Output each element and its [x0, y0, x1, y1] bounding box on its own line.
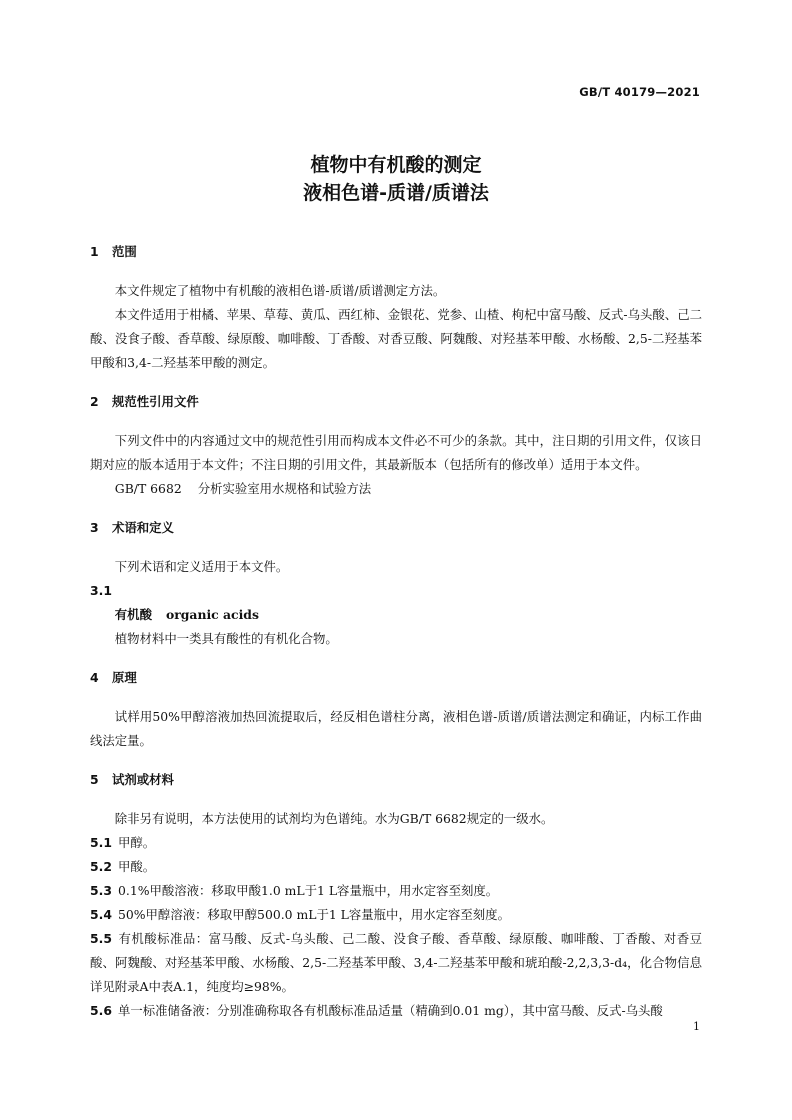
- section-heading-terms: [90, 516, 702, 540]
- term-number: 3.1: [90, 583, 112, 598]
- list-item: 5.3 0.1%甲酸溶液：移取甲酸1.0 mL于1 L容量瓶中，用水定容至刻度。: [90, 883, 499, 898]
- list-item: 5.4 50%甲醇溶液：移取甲醇500.0 mL于1 L容量瓶中，用水定容至刻度。: [90, 907, 510, 922]
- list-item: 5.1 甲醇。: [90, 835, 156, 850]
- standard-code: GB/T 40179—2021: [579, 85, 700, 99]
- term-chinese: 有机酸: [114, 607, 152, 622]
- paragraph: 本文件适用于柑橘、苹果、草莓、黄瓜、西红柿、金银花、党参、山楂、枸杞中富马酸、反式-乌头酸、己二酸、没食子酸、香草酸、绿原酸、咖啡酸、丁香酸、对香豆酸、阿魏酸、对羟基苯甲酸、水杨酸、2,5-二羟基苯甲酸和3,4-二羟基苯甲酸的测定。: [90, 307, 702, 370]
- section-number: 4: [90, 670, 99, 685]
- section-title: 试剂或材料: [112, 772, 174, 787]
- section-title: 规范性引用文件: [112, 394, 199, 409]
- list-item: 5.5 有机酸标准品：富马酸、反式-乌头酸、己二酸、没食子酸、香草酸、绿原酸、咖啡酸、丁香酸、对香豆酸、阿魏酸、对羟基苯甲酸、水杨酸、2,5-二羟基苯甲酸、3,4-二羟基苯甲酸和琥珀酸-2,2,3,3-d₄，化合物信息详见附录A中表A.1，纯度均≥98%。: [90, 931, 702, 994]
- section-title: 术语和定义: [112, 520, 174, 535]
- section-number: 5: [90, 772, 99, 787]
- paragraph: 本文件规定了植物中有机酸的液相色谱-质谱/质谱测定方法。: [114, 283, 446, 298]
- document-body: [90, 240, 702, 1023]
- section-number: 2: [90, 394, 99, 409]
- section-title: 范围: [112, 244, 137, 259]
- reference-entry: [90, 477, 702, 501]
- document-title-line2: 液相色谱-质谱/质谱法: [303, 182, 489, 204]
- term-definition: 植物材料中一类具有酸性的有机化合物。: [114, 631, 338, 646]
- list-item: 5.6 单一标准储备液：分别准确称取各有机酸标准品适量（精确到0.01 mg），其中富马酸、反式-乌头酸: [90, 1003, 663, 1018]
- section-number: 3: [90, 520, 99, 535]
- term-english: organic acids: [165, 607, 259, 622]
- section-title: 原理: [112, 670, 137, 685]
- section-heading-scope: [90, 240, 702, 264]
- paragraph: 试样用50%甲醇溶液加热回流提取后，经反相色谱柱分离，液相色谱-质谱/质谱法测定和确证，内标工作曲线法定量。: [90, 709, 702, 748]
- paragraph: 下列文件中的内容通过文中的规范性引用而构成本文件必不可少的条款。其中，注日期的引用文件，仅该日期对应的版本适用于本文件；不注日期的引用文件，其最新版本（包括所有的修改单）适用于本文件。: [90, 433, 702, 472]
- reference-title: 分析实验室用水规格和试验方法: [197, 481, 372, 496]
- paragraph: 下列术语和定义适用于本文件。: [114, 559, 289, 574]
- reference-code: GB/T 6682: [114, 481, 182, 496]
- document-title-line1: 植物中有机酸的测定: [310, 154, 482, 176]
- paragraph: 除非另有说明，本方法使用的试剂均为色谱纯。水为GB/T 6682规定的一级水。: [114, 811, 554, 826]
- page-number: 1: [693, 1020, 700, 1033]
- section-heading-normative-references: [90, 390, 702, 414]
- section-heading-reagents: [90, 768, 702, 792]
- section-number: 1: [90, 244, 99, 259]
- list-item: 5.2 甲酸。: [90, 859, 156, 874]
- section-heading-principle: [90, 666, 702, 690]
- term-entry: [90, 603, 702, 627]
